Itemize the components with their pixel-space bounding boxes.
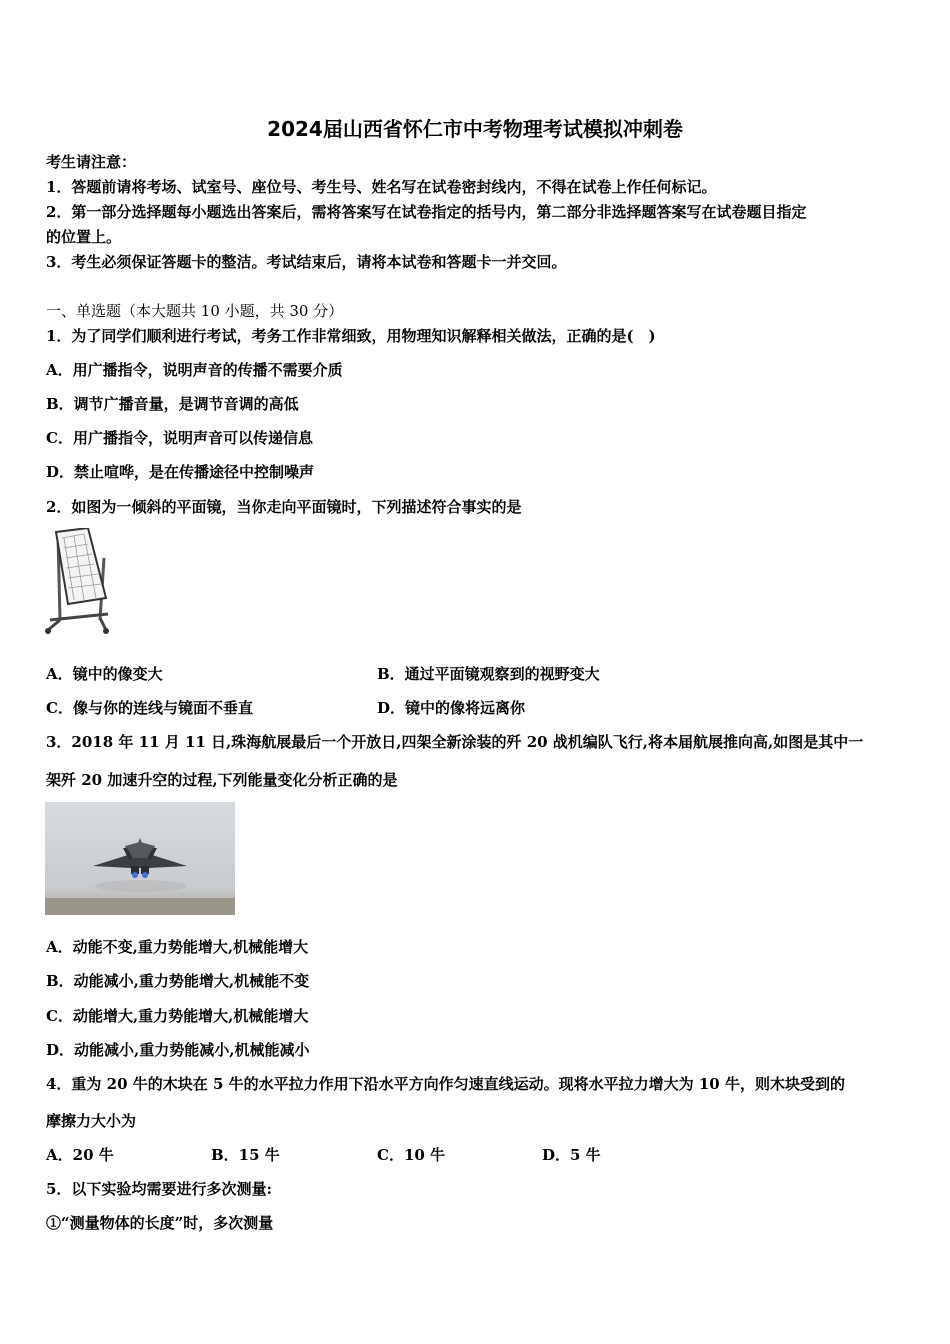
notice-item-3: 3．考生必须保证答题卡的整洁。考试结束后，请将本试卷和答题卡一并交回。 xyxy=(46,253,567,271)
notice-item-2-cont: 的位置上。 xyxy=(46,228,122,246)
q2-option-a: A．镜中的像变大 xyxy=(46,665,163,683)
q3-option-d: D．动能减小,重力势能减小,机械能减小 xyxy=(46,1041,310,1059)
q4-option-b: B．15 牛 xyxy=(211,1146,280,1164)
q4-option-a: A．20 牛 xyxy=(46,1146,114,1164)
q4-option-c: C．10 牛 xyxy=(377,1146,446,1164)
q3-stem-line1: 3．2018 年 11 月 11 日,珠海航展最后一个开放日,四架全新涂装的歼 20 战机编队飞行,将本届航展推向高,如图是其中一 xyxy=(46,733,864,751)
exhaust-haze xyxy=(95,880,187,892)
q3-option-c: C．动能增大,重力势能增大,机械能增大 xyxy=(46,1007,309,1025)
mirror-foot-left xyxy=(48,620,60,630)
q2-option-b: B．通过平面镜观察到的视野变大 xyxy=(377,665,600,683)
q1-option-d: D．禁止喧哗，是在传播途径中控制噪声 xyxy=(46,463,315,481)
q2-option-c: C．像与你的连线与镜面不垂直 xyxy=(46,699,253,717)
q3-option-b: B．动能减小,重力势能增大,机械能不变 xyxy=(46,972,310,990)
q1-option-c: C．用广播指令，说明声音可以传递信息 xyxy=(46,429,313,447)
section-heading: 一、单选题（本大题共 10 小题，共 30 分） xyxy=(46,302,344,320)
q4-stem-line2: 摩擦力大小为 xyxy=(46,1112,137,1130)
q5-stem: 5．以下实验均需要进行多次测量: xyxy=(46,1180,272,1198)
q4-option-d: D．5 牛 xyxy=(542,1146,601,1164)
q3-stem-line2: 架歼 20 加速升空的过程,下列能量变化分析正确的是 xyxy=(46,771,398,789)
mirror-wheel-right xyxy=(103,628,109,634)
j20-jet-photo xyxy=(45,802,235,915)
tilted-mirror-figure xyxy=(44,528,114,638)
runway-ground xyxy=(45,898,235,915)
q1-stem: 1．为了同学们顺利进行考试，考务工作非常细致，用物理知识解释相关做法，正确的是( ) xyxy=(46,327,656,345)
notice-item-2: 2．第一部分选择题每小题选出答案后，需将答案写在试卷指定的括号内，第二部分非选择题答案写在试卷题目指定 xyxy=(46,203,807,221)
page-title: 2024届山西省怀仁市中考物理考试模拟冲刺卷 xyxy=(267,117,683,141)
q4-stem-line1: 4．重为 20 牛的木块在 5 牛的水平拉力作用下沿水平方向作匀速直线运动。现将水平拉力增大为 10 牛，则木块受到的 xyxy=(46,1075,845,1093)
q2-option-d: D．镜中的像将远离你 xyxy=(377,699,526,717)
q1-option-b: B．调节广播音量，是调节音调的高低 xyxy=(46,395,299,413)
notice-heading: 考生请注意： xyxy=(46,153,137,171)
notice-item-1: 1．答题前请将考场、试室号、座位号、考生号、姓名写在试卷密封线内，不得在试卷上作任何标记。 xyxy=(46,178,717,196)
q3-option-a: A．动能不变,重力势能增大,机械能增大 xyxy=(46,938,309,956)
q5-item-1: ①“测量物体的长度”时，多次测量 xyxy=(46,1214,274,1232)
q2-stem: 2．如图为一倾斜的平面镜，当你走向平面镜时，下列描述符合事实的是 xyxy=(46,498,522,516)
mirror-wheel-left xyxy=(45,628,51,634)
q1-option-a: A．用广播指令，说明声音的传播不需要介质 xyxy=(46,361,343,379)
